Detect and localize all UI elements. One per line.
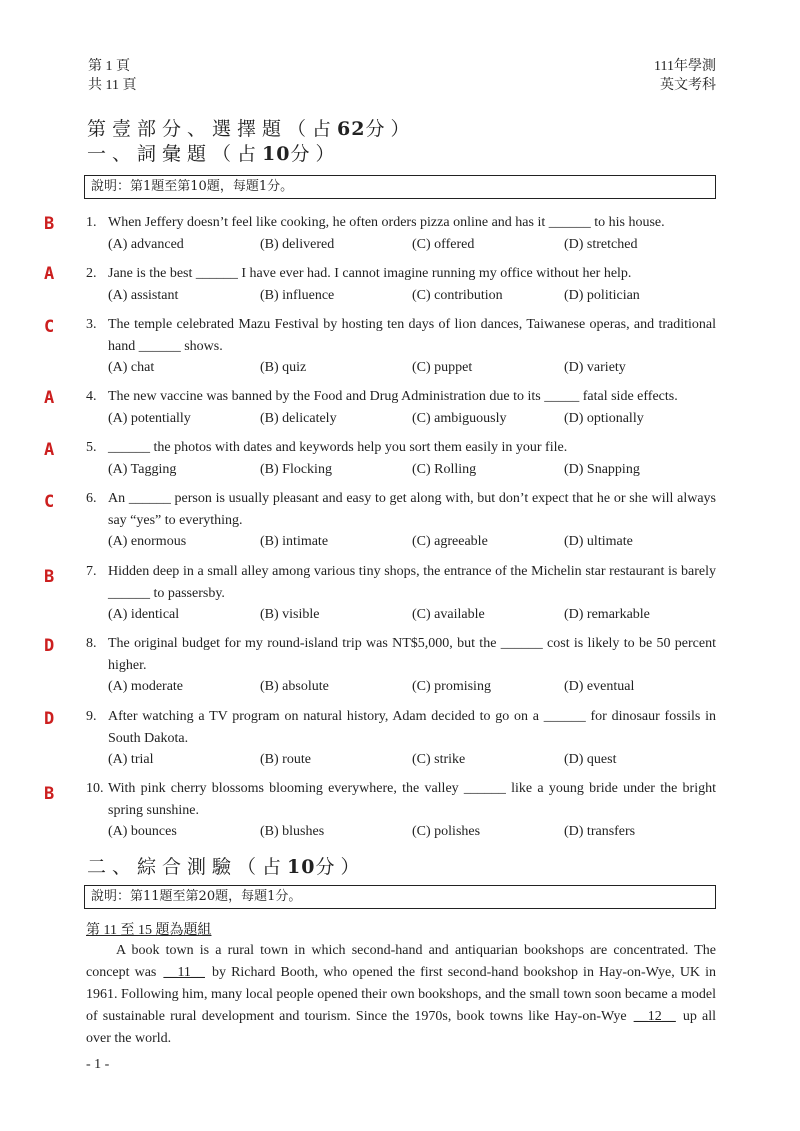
option-c[interactable]: (C) polishes: [412, 824, 481, 839]
option-c[interactable]: (C) contribution: [412, 287, 503, 303]
option-b[interactable]: (B) delivered: [260, 236, 335, 252]
question-stem: [86, 633, 716, 676]
question-stem: [86, 561, 716, 604]
question-number: 5.: [86, 440, 97, 455]
question-1: [86, 212, 716, 255]
question-4: [86, 386, 716, 429]
option-a[interactable]: (A) Tagging: [108, 461, 177, 477]
option-a[interactable]: (A) assistant: [108, 287, 179, 303]
question-text: The new vaccine was banned by the Food and Drug Administration due to its _____ fatal side effects.: [108, 389, 678, 404]
option-b[interactable]: (B) influence: [260, 287, 335, 303]
question-number: 9.: [86, 709, 97, 724]
option-row: [108, 821, 716, 843]
question-text: Jane is the best ______ I have ever had. I cannot imagine running my office without her help.: [108, 266, 632, 281]
option-c[interactable]: (C) strike: [412, 752, 466, 767]
question-text: An ______ person is usually pleasant and easy to get along with, but don’t expect that he or she will always say “yes” to everything.: [108, 491, 716, 528]
question-text: After watching a TV program on natural history, Adam decided to go on a ______ for dinosaur fossils in South Dakota.: [108, 709, 716, 746]
answer-mark-2: A: [44, 264, 55, 284]
answer-mark-5: A: [44, 440, 55, 460]
option-a[interactable]: (A) potentially: [108, 410, 191, 426]
total-pages: 共 11 頁: [88, 78, 137, 93]
option-c[interactable]: (C) Rolling: [412, 461, 477, 477]
blank-12: __12__: [633, 1009, 676, 1024]
question-6: [86, 488, 716, 553]
answer-mark-1: B: [44, 214, 55, 234]
section1-instruction: 說明：第1題至第10題，每題1分。: [84, 175, 716, 199]
part1-title: 第壹部分、選擇題（占62分）: [87, 118, 416, 140]
section1-title: 一、詞彙題（占10分）: [87, 143, 341, 165]
question-3: [86, 314, 716, 379]
question-text: Hidden deep in a small alley among various tiny shops, the entrance of the Michelin star restaurant is barely ______ to passersby.: [108, 564, 716, 601]
option-d[interactable]: (D) quest: [564, 752, 617, 767]
option-a[interactable]: (A) advanced: [108, 236, 184, 252]
answer-mark-3: C: [44, 317, 55, 337]
option-d[interactable]: (D) eventual: [564, 679, 635, 694]
option-b[interactable]: (B) route: [260, 752, 311, 767]
answer-mark-10: B: [44, 784, 55, 804]
answer-mark-7: B: [44, 567, 55, 587]
question-text: The temple celebrated Mazu Festival by hosting ten days of lion dances, Taiwanese operas, and traditional hand ______ shows.: [108, 317, 716, 354]
question-text: With pink cherry blossoms blooming everywhere, the valley ______ like a young bride under the bright spring sunshine.: [108, 781, 716, 818]
option-row: [108, 604, 716, 626]
question-group-label: 第 11 至 15 題為題組: [86, 923, 212, 938]
question-9: [86, 706, 716, 771]
question-stem: [86, 212, 716, 234]
question-10: [86, 778, 716, 843]
question-stem: [86, 263, 716, 285]
option-b[interactable]: (B) quiz: [260, 360, 307, 375]
option-row: [108, 285, 716, 307]
option-b[interactable]: (B) absolute: [260, 679, 329, 694]
option-b[interactable]: (B) Flocking: [260, 461, 332, 477]
option-a[interactable]: (A) enormous: [108, 534, 187, 549]
option-d[interactable]: (D) ultimate: [564, 534, 633, 549]
option-d[interactable]: (D) politician: [564, 287, 640, 303]
question-text: The original budget for my round-island trip was NT$5,000, but the ______ cost is likely to be 50 percent higher.: [108, 636, 716, 673]
option-row: [108, 676, 716, 698]
page-number: 第 1 頁: [88, 59, 130, 74]
blank-11: __11__: [163, 965, 205, 980]
question-stem: [86, 437, 716, 459]
option-d[interactable]: (D) remarkable: [564, 607, 650, 622]
answer-mark-9: D: [44, 709, 55, 729]
question-text: ______ the photos with dates and keywords help you sort them easily in your file.: [108, 440, 568, 455]
question-stem: [86, 488, 716, 531]
question-number: 3.: [86, 317, 97, 332]
option-d[interactable]: (D) transfers: [564, 824, 636, 839]
question-number: 2.: [86, 266, 97, 281]
reading-passage: [86, 940, 716, 1050]
option-row: [108, 749, 716, 771]
question-2: [86, 263, 716, 306]
option-row: [108, 234, 716, 256]
page-header-right: [654, 57, 716, 95]
question-number: 7.: [86, 564, 97, 579]
question-stem: [86, 706, 716, 749]
option-c[interactable]: (C) available: [412, 607, 485, 622]
question-number: 8.: [86, 636, 97, 651]
question-text: When Jeffery doesn’t feel like cooking, he often orders pizza online and has it ______ to his house.: [108, 215, 665, 230]
passage-paragraph: A book town is a rural town in which second-hand and antiquarian bookshops are concentrated. The concept was __11__ by Richard Booth, who opened the first second-hand bookshop in Hay-on-Wye, UK in 1961. Following him, many local people opened their own bookshops, and the small town soon became a model of sustainable rural development and tourism. Since the 1970s, book towns like Hay-on-Wye __12__ up all over the world.: [86, 943, 717, 1046]
option-a[interactable]: (A) chat: [108, 360, 155, 375]
option-a[interactable]: (A) trial: [108, 752, 154, 767]
question-8: [86, 633, 716, 698]
question-5: [86, 437, 716, 480]
question-stem: [86, 386, 716, 408]
option-a[interactable]: (A) moderate: [108, 679, 184, 694]
option-a[interactable]: (A) bounces: [108, 824, 177, 839]
option-row: [108, 459, 716, 481]
option-row: [108, 357, 716, 379]
option-a[interactable]: (A) identical: [108, 607, 180, 622]
question-stem: [86, 778, 716, 821]
answer-mark-6: C: [44, 492, 55, 512]
page-footer: - 1 -: [86, 1057, 110, 1072]
option-b[interactable]: (B) blushes: [260, 824, 325, 839]
option-b[interactable]: (B) visible: [260, 607, 320, 622]
answer-mark-4: A: [44, 388, 55, 408]
question-number: 10.: [86, 781, 104, 796]
option-c[interactable]: (C) offered: [412, 236, 475, 252]
question-7: [86, 561, 716, 626]
section2-instruction: 說明：第11題至第20題，每題1分。: [84, 885, 716, 909]
option-d[interactable]: (D) stretched: [564, 236, 638, 252]
option-b[interactable]: (B) intimate: [260, 534, 329, 549]
option-row: [108, 408, 716, 430]
option-c[interactable]: (C) puppet: [412, 360, 473, 375]
option-c[interactable]: (C) promising: [412, 679, 491, 694]
question-number: 1.: [86, 215, 97, 230]
option-b[interactable]: (B) delicately: [260, 410, 337, 426]
answer-mark-8: D: [44, 636, 55, 656]
option-d[interactable]: (D) variety: [564, 360, 626, 375]
option-row: [108, 531, 716, 553]
question-stem: [86, 314, 716, 357]
subject-name: 英文考科: [660, 78, 716, 93]
page-header-left: [88, 57, 136, 95]
question-number: 4.: [86, 389, 97, 404]
exam-name: 111年學測: [654, 59, 716, 74]
section2-title: 二、綜合測驗（占10分）: [87, 856, 366, 878]
option-d[interactable]: (D) Snapping: [564, 461, 640, 477]
option-d[interactable]: (D) optionally: [564, 410, 644, 426]
option-c[interactable]: (C) ambiguously: [412, 410, 507, 426]
option-c[interactable]: (C) agreeable: [412, 534, 488, 549]
question-number: 6.: [86, 491, 97, 506]
